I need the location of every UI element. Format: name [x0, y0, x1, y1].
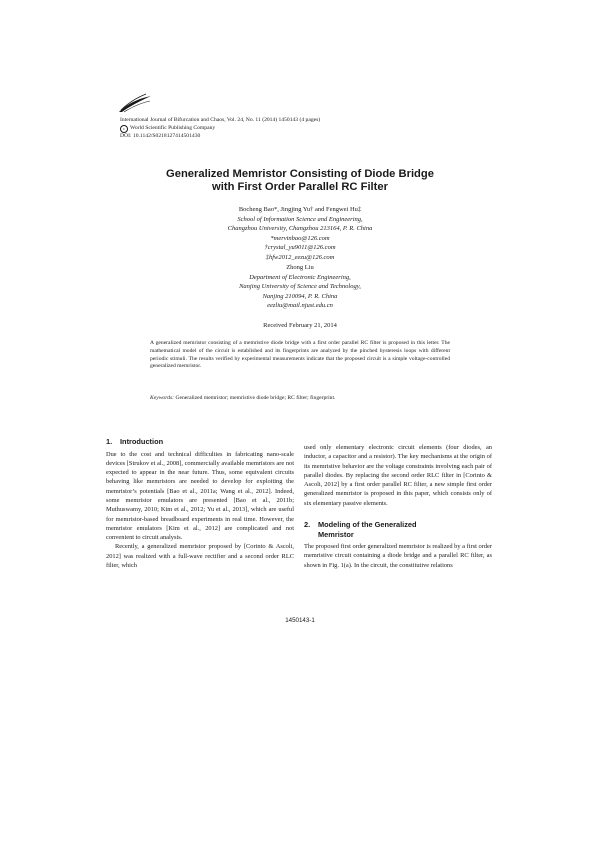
- affiliation-2-line1: Department of Electronic Engineering,: [249, 273, 351, 281]
- section-1-paragraph-2: Recently, a generalized memristor proposed by [Corinto & Ascoli, 2012] was realized with a full-wave rectifier and a second order RLC filter, which: [106, 543, 294, 570]
- section-1-paragraph-1: Due to the cost and technical difficulties in fabricating nano-scale devices [Strukov et al., 2008], commercially available memristors are not expected to appear in the near future. Thus, some equivalent circuits behaving like memristors are needed to develop for exploiting the memristor’s potentials [Bao et al., 2011a; Wang et al., 2012]. Indeed, some memristor emulators are presented [Bao et al., 2011b; Muthuswamy, 2010; Kim et al., 2012; Yu et al., 2013], which are useful for memristor-based breadboard experiments in real time. However, the memristor emulators [Kim et al., 2012] are complicated and not convenient to circuit analysis.: [106, 450, 294, 542]
- author-email-1[interactable]: *mervinbao@126.com: [270, 234, 330, 242]
- keywords-text: Generalized memristor; memristive diode bridge; RC filter; fingerprint.: [175, 395, 336, 401]
- page-number: 1450143-1: [285, 617, 315, 624]
- affiliation-1-line2: Changzhou University, Changzhou 213164, P. R. China: [227, 225, 373, 232]
- right-column: [304, 443, 492, 570]
- author-email-2[interactable]: †crystal_yu9011@126.com: [264, 244, 336, 251]
- received-date: Received February 21, 2014: [263, 322, 337, 329]
- journal-header: [120, 117, 320, 140]
- author-email-4[interactable]: eezliu@mail.njust.edu.cn: [267, 302, 333, 309]
- left-column: [106, 437, 294, 570]
- author-names-2: Zhong Liu: [286, 264, 314, 271]
- section-1-title: Introduction: [120, 437, 164, 446]
- abstract: A generalized memristor consisting of a memristive diode bridge with a first order parallel RC filter is proposed in this letter. The mathematical model of the circuit is established and its fingerprints are analyzed by the pinched hysteresis loops with different periodic stimuli. The results verified by experimental measurements indicate that the proposed circuit is a simple voltage-controlled generalized memristor.: [150, 340, 450, 370]
- section-1-paragraph-3: used only elementary electronic circuit elements (four diodes, an inductor, a capacitor and a resistor). The key mechanisms at the origin of its memristive behavior are the voltage constraints involving each pair of parallel diodes. By replacing the second order RLC filter in [Corinto & Ascoli, 2012] by a first order parallel RC filter, a new simple first order generalized memristor is proposed in this paper, which consists only of six elementary passive elements.: [304, 444, 492, 507]
- journal-doi[interactable]: DOI: 10.1142/S0218127414501430: [120, 132, 201, 139]
- journal-citation: International Journal of Bifurcation and Chaos, Vol. 24, No. 11 (2014) 1450143 (4 pages): [120, 117, 321, 123]
- paper-title-line2: with First Order Parallel RC Filter: [212, 181, 388, 193]
- author-names-1: Bocheng Bao*, Jingjing Yu† and Fengwei Hu‡: [238, 206, 362, 213]
- section-2-paragraph-1: The proposed first order generalized memristor is realized by a first order memristive circuit containing a diode bridge and a parallel RC filter, as shown in Fig. 1(a). In the circuit, the constitutive relations: [304, 543, 492, 569]
- section-1-heading: [106, 437, 294, 447]
- section-2-title-line1: Modeling of the Generalized: [318, 520, 417, 530]
- keywords: [150, 395, 450, 403]
- journal-publisher: World Scientific Publishing Company: [130, 124, 216, 131]
- publisher-logo-icon: [118, 93, 152, 113]
- affiliation-1-line1: School of Information Science and Engineering,: [237, 215, 363, 223]
- paper-title: [100, 168, 500, 194]
- affiliation-2-line2: Nanjing University of Science and Technology,: [239, 283, 361, 290]
- copyright-icon: c: [120, 125, 128, 133]
- section-2-number: 2.: [304, 520, 311, 530]
- section-2-heading: [304, 520, 492, 539]
- section-1-number: 1.: [106, 437, 113, 446]
- journal-publisher-line: [120, 125, 320, 133]
- section-2-title-line2: Memristor: [318, 529, 354, 539]
- affiliation-2-line3: Nanjing 210094, P. R. China: [262, 292, 338, 300]
- keywords-label: Keywords:: [150, 395, 175, 401]
- author-block-2: [100, 263, 500, 311]
- author-block-1: [100, 205, 500, 262]
- author-email-3[interactable]: ‡hfw2012_eezu@126.com: [265, 253, 335, 261]
- paper-title-line1: Generalized Memristor Consisting of Diode Bridge: [166, 168, 434, 180]
